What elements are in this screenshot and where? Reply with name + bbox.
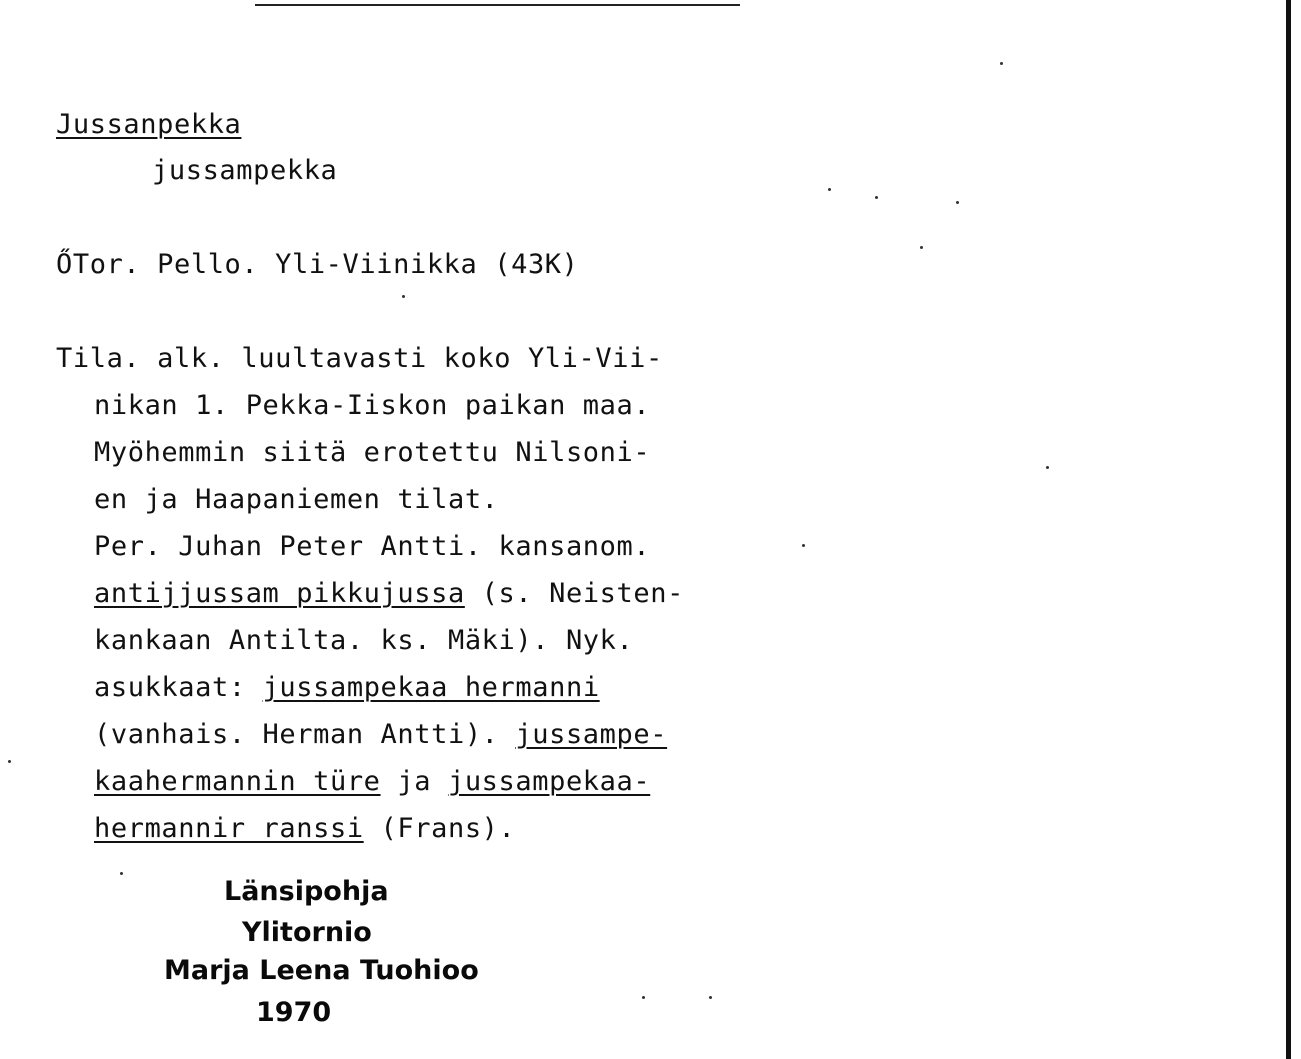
scan-speck [802,544,805,547]
location-line: ŐTor. Pello. Yli-Viinikka (43K) [56,249,579,280]
scan-speck [8,760,11,763]
body-line: Per. Juhan Peter Antti. kansanom. [94,531,651,562]
dialect-form: hermannir ranssi [94,813,364,844]
body-line: en ja Haapaniemen tilat. [94,484,499,515]
pronunciation: jussampekka [152,155,338,186]
dialect-form: jussampekaa- [447,766,651,797]
body-line [94,673,600,703]
scan-speck [920,246,923,249]
top-rule [255,4,740,6]
scan-speck [120,872,123,875]
stamp-collector: Marja Leena Tuohioo [164,955,479,986]
body-text: ja [380,766,448,797]
dialect-form: kaahermannin türe [94,766,381,797]
body-line [94,814,515,844]
body-line: nikan 1. Pekka-Iiskon paikan maa. [94,390,651,421]
body-line [94,720,667,750]
scan-speck [642,996,645,999]
dialect-form: jussampekaa hermanni [262,672,600,703]
body-text: (Frans). [363,813,516,844]
body-text: asukkaat: [94,672,263,703]
body-line [94,579,684,609]
dialect-form: jussampe- [515,719,668,750]
stamp-region: Länsipohja [224,876,389,907]
scan-speck [956,201,959,204]
body-line: kankaan Antilta. ks. Mäki). Nyk. [94,625,634,656]
scan-speck [1046,466,1049,469]
headword: Jussanpekka [56,109,242,140]
scan-speck [828,188,831,191]
body-text: (vanhais. Herman Antti). [94,719,516,750]
body-text: (s. Neisten- [464,578,684,609]
card-edge [1286,0,1291,1059]
stamp-year: 1970 [256,997,332,1028]
body-line: Myöhemmin siitä erotettu Nilsoni- [94,437,651,468]
scan-speck [709,996,712,999]
body-line [94,767,650,797]
scan-speck [1000,62,1003,65]
body-line: Tila. alk. luultavasti koko Yli-Vii- [56,343,663,374]
scan-speck [875,196,878,199]
stamp-parish: Ylitornio [242,917,372,948]
dialect-form: antijjussam pikkujussa [94,578,465,609]
scan-speck [402,295,405,298]
